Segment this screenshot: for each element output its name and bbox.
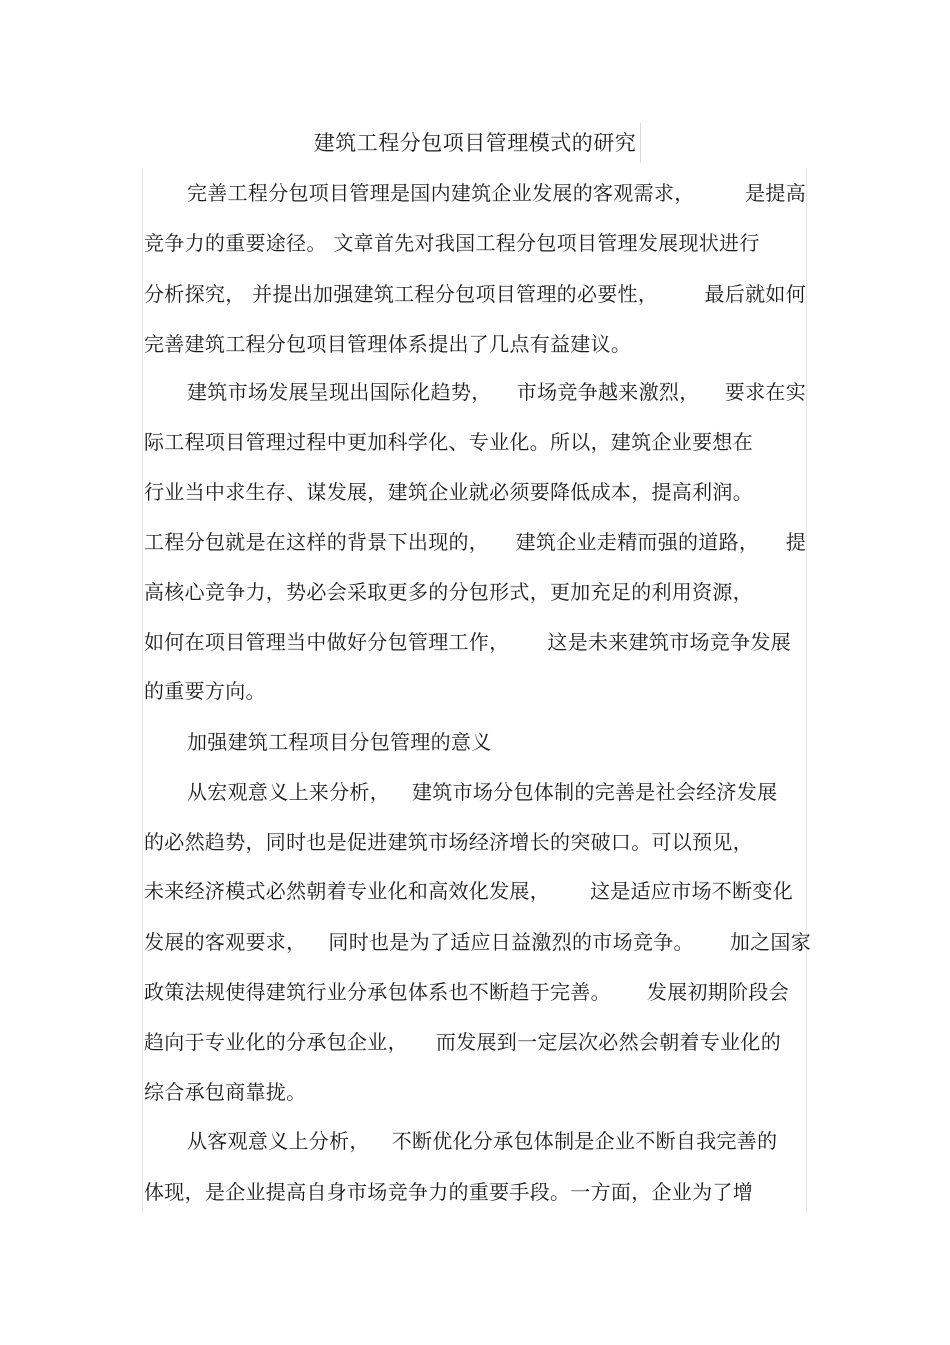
body-line (144, 877, 806, 905)
body-text-segment: 未来经济模式必然朝着专业化和高效化发展， (144, 879, 550, 903)
body-text-segment: 加强建筑工程项目分包管理的意义 (187, 730, 492, 754)
body-text-segment: 建筑企业走精而强的道路， (515, 530, 760, 554)
body-text-segment: 不断优化分承包体制是企业不断自我完善的 (391, 1129, 778, 1153)
body-line (144, 1178, 806, 1206)
body-line (187, 378, 806, 406)
document-title: 建筑工程分包项目管理模式的研究 (313, 131, 637, 155)
body-line (187, 778, 806, 806)
body-text-segment: 建筑市场发展呈现出国际化趋势， (187, 380, 492, 404)
body-line (144, 528, 806, 556)
body-line (144, 578, 806, 606)
body-line (144, 1078, 806, 1106)
body-text-segment: 市场竞争越来激烈， (516, 380, 700, 404)
body-text-segment: 工程分包就是在这样的背景下出现的， (144, 530, 490, 554)
body-line (144, 330, 806, 358)
body-text-segment: 从客观意义上分析， (187, 1129, 370, 1153)
body-line (144, 229, 806, 257)
body-text-segment: 发展初期阶段会 (646, 980, 790, 1004)
body-text-segment: 加之国家 (729, 930, 812, 954)
body-text-segment: 的必然趋势，同时也是促进建筑市场经济增长的突破口。可以预见， (144, 830, 753, 854)
body-line (144, 677, 806, 705)
body-text-segment: 综合承包商靠拢。 (144, 1080, 307, 1104)
body-text-segment: 高核心竞争力，势必会采取更多的分包形式，更加充足的利用资源， (144, 580, 753, 604)
body-text-segment: 如何在项目管理当中做好分包管理工作， (144, 630, 510, 654)
body-text-segment: 趋向于专业化的分承包企业， (144, 1030, 408, 1054)
body-text-segment: 完善建筑工程分包项目管理体系提出了几点有益建议。 (144, 332, 632, 356)
body-line (144, 928, 812, 956)
body-text-segment: 竞争力的重要途径。 文章首先对我国工程分包项目管理发展现状进行 (144, 231, 760, 255)
body-text-segment: 分析探究， 并提出加强建筑工程分包项目管理的必要性， (144, 282, 659, 306)
body-line (187, 179, 806, 207)
body-line (144, 978, 806, 1006)
body-text-segment: 同时也是为了适应日益激烈的市场竞争。 (328, 930, 694, 954)
body-text-segment: 体现，是企业提高自身市场竞争力的重要手段。一方面，企业为了增 (144, 1180, 753, 1204)
body-line (144, 828, 806, 856)
body-text-segment: 完善工程分包项目管理是国内建筑企业发展的客观需求， (187, 181, 695, 205)
body-text-segment: 发展的客观要求， (144, 930, 307, 954)
body-text-segment: 政策法规使得建筑行业分承包体系也不断趋于完善。 (144, 980, 611, 1004)
body-line (144, 1028, 806, 1056)
body-line (187, 1127, 806, 1155)
body-text-segment: 是提高 (745, 181, 806, 205)
title-divider (640, 123, 641, 163)
body-text-segment: 要求在实 (724, 380, 806, 404)
body-line (144, 428, 806, 456)
body-text-segment: 从宏观意义上来分析， (187, 780, 390, 804)
body-text-segment: 建筑市场分包体制的完善是社会经济发展 (412, 780, 778, 804)
body-text-segment: 行业当中求生存、谋发展，建筑企业就必须要降低成本，提高利润。 (144, 480, 753, 504)
body-text-segment: 而发展到一定层次必然会朝着专业化的 (435, 1030, 782, 1054)
body-text-segment: 际工程项目管理过程中更加科学化、专业化。所以，建筑企业要想在 (144, 430, 753, 454)
body-text-segment: 最后就如何 (704, 282, 806, 306)
text-frame-left-edge (142, 168, 143, 1213)
body-line (144, 280, 806, 308)
body-text-segment: 提 (785, 530, 806, 554)
body-line (144, 628, 806, 656)
body-text-segment: 这是未来建筑市场竞争发展 (547, 630, 792, 654)
body-line (144, 478, 806, 506)
body-text-segment: 的重要方向。 (144, 679, 266, 703)
body-text-segment: 这是适应市场不断变化 (590, 879, 793, 903)
body-line (187, 728, 806, 756)
text-frame-right-edge (806, 168, 807, 1213)
